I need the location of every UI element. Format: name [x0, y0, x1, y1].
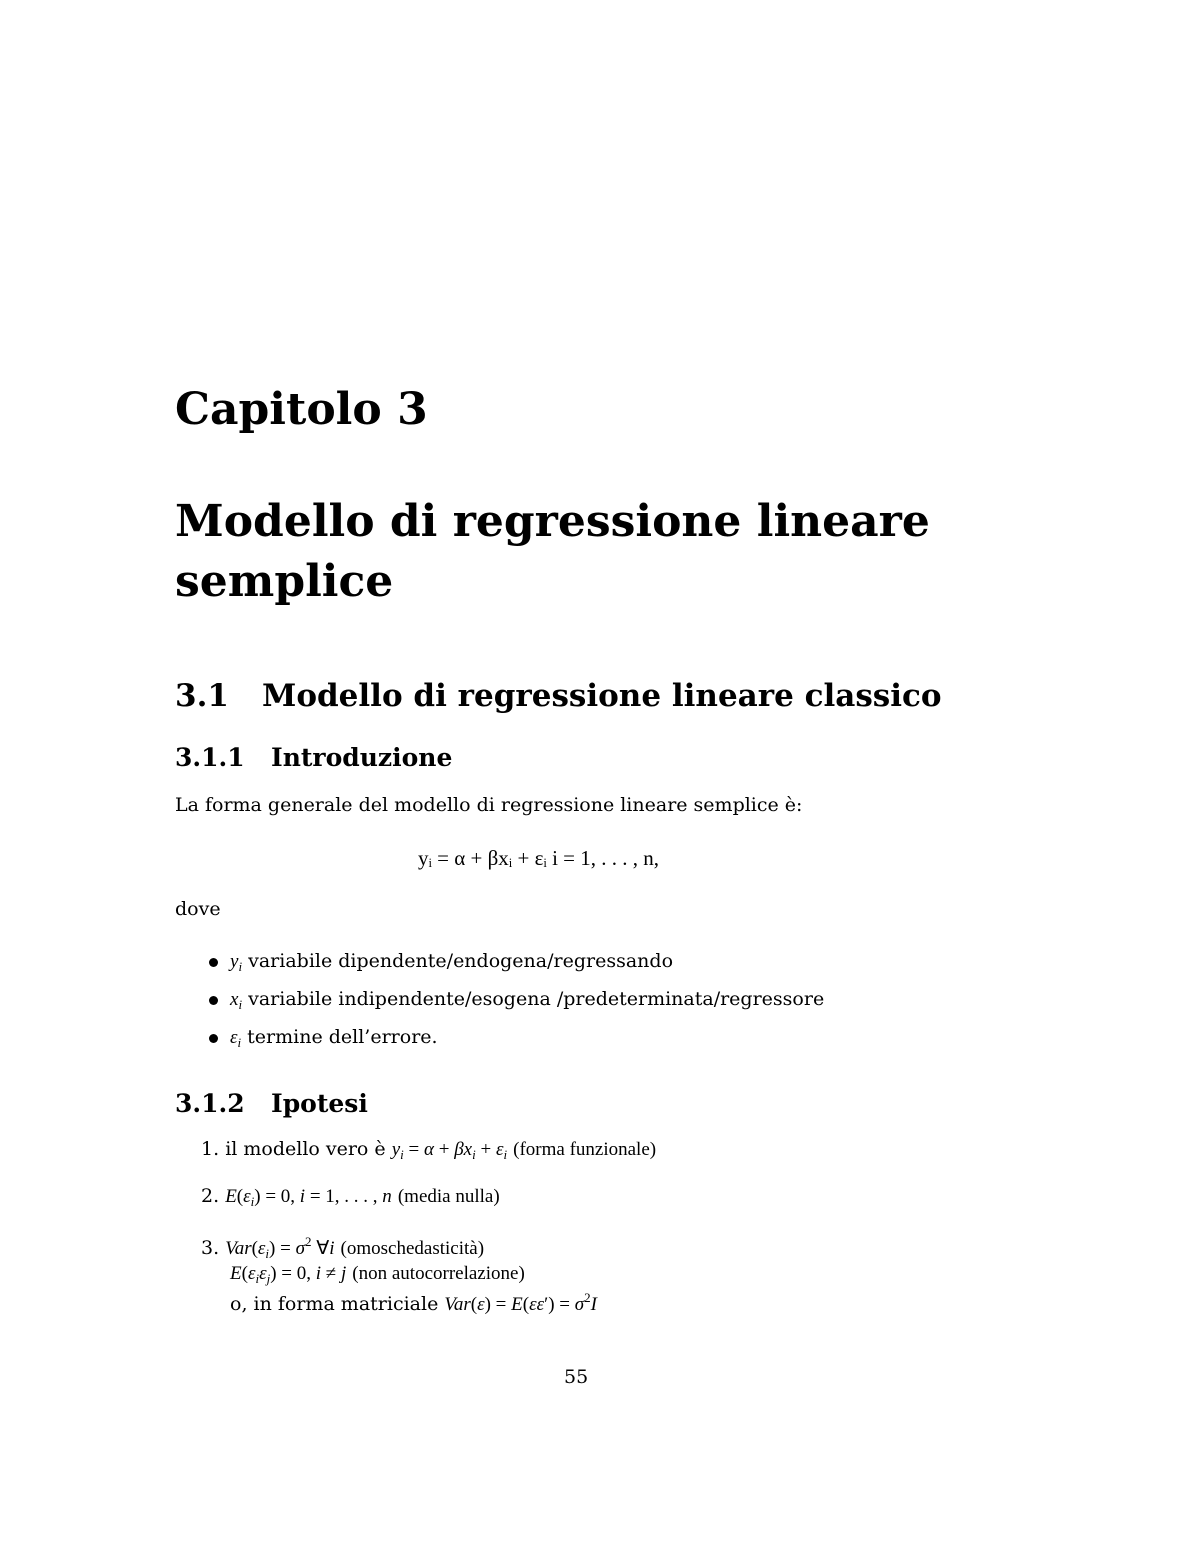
item-formula: $E(\varepsilon_i\varepsilon_j) = 0$, i ≠ j: [230, 1263, 347, 1286]
subsection-heading-hypotheses: [175, 1089, 368, 1118]
bullet-icon: [209, 996, 218, 1005]
bullet-subscript: i: [238, 997, 243, 1012]
bullet-subscript: i: [238, 959, 243, 974]
item-note: (forma funzionale): [513, 1139, 657, 1160]
item-formula: $Var(\varepsilon_i) = \sigma^2$ ∀i: [225, 1234, 335, 1261]
section-title: Modello di regressione lineare classico: [262, 678, 942, 714]
item-number: 3.: [201, 1237, 220, 1259]
section-heading: [175, 678, 942, 714]
bullet-text: variabile dipendente/endogena/regressando: [248, 950, 674, 972]
subsection-number-intro: 3.1.1: [175, 743, 245, 772]
item-formula: $E(\varepsilon_i) = 0$, i = 1, . . . , n: [225, 1186, 392, 1209]
bullet-symbol: x: [230, 989, 239, 1010]
list-item-line: [230, 1290, 597, 1316]
regression-equation: yᵢ = α + βxᵢ + εᵢ i = 1, . . . , n,: [418, 846, 660, 870]
page-number: 55: [564, 1366, 589, 1388]
bullet-text: variabile indipendente/esogena /predeterminata/regressore: [248, 988, 825, 1010]
subsection-heading-intro: [175, 743, 452, 772]
list-item: [201, 1185, 500, 1210]
item-note: (non autocorrelazione): [352, 1263, 525, 1284]
list-item: [230, 950, 673, 975]
subsection-number-hypotheses: 3.1.2: [175, 1089, 245, 1118]
bullet-subscript: i: [237, 1035, 242, 1050]
item-formula: $Var(\varepsilon) = E(\varepsilon\varepsilon') = \sigma^2I$: [444, 1290, 597, 1315]
bullet-symbol: y: [230, 951, 239, 972]
item-note: (omoschedasticità): [340, 1238, 485, 1259]
item-formula: $y_i = \alpha + \beta x_i + \varepsilon_i$: [391, 1139, 508, 1162]
item-text: o, in forma matriciale: [230, 1293, 439, 1315]
list-item: [201, 1234, 484, 1262]
list-item-line: [230, 1262, 525, 1287]
subsection-title-intro: Introduzione: [271, 743, 453, 772]
list-item: [230, 988, 824, 1013]
chapter-label: Capitolo 3: [175, 384, 428, 435]
chapter-title: Modello di regressione lineare semplice: [175, 496, 930, 607]
bullet-icon: [209, 958, 218, 967]
section-number: 3.1: [175, 678, 229, 714]
item-note: (media nulla): [397, 1186, 500, 1207]
bullet-text: termine dell’errore.: [247, 1026, 438, 1048]
item-text: il modello vero è: [225, 1138, 386, 1160]
item-number: 1.: [201, 1138, 220, 1160]
intro-lead: La forma generale del modello di regressione lineare semplice è:: [175, 794, 803, 816]
list-item: [201, 1138, 656, 1163]
item-number: 2.: [201, 1185, 220, 1207]
subsection-title-hypotheses: Ipotesi: [271, 1089, 368, 1118]
list-item: [230, 1026, 438, 1051]
bullet-icon: [209, 1034, 218, 1043]
bullet-symbol: ε: [230, 1027, 238, 1048]
intro-after: dove: [175, 898, 221, 920]
